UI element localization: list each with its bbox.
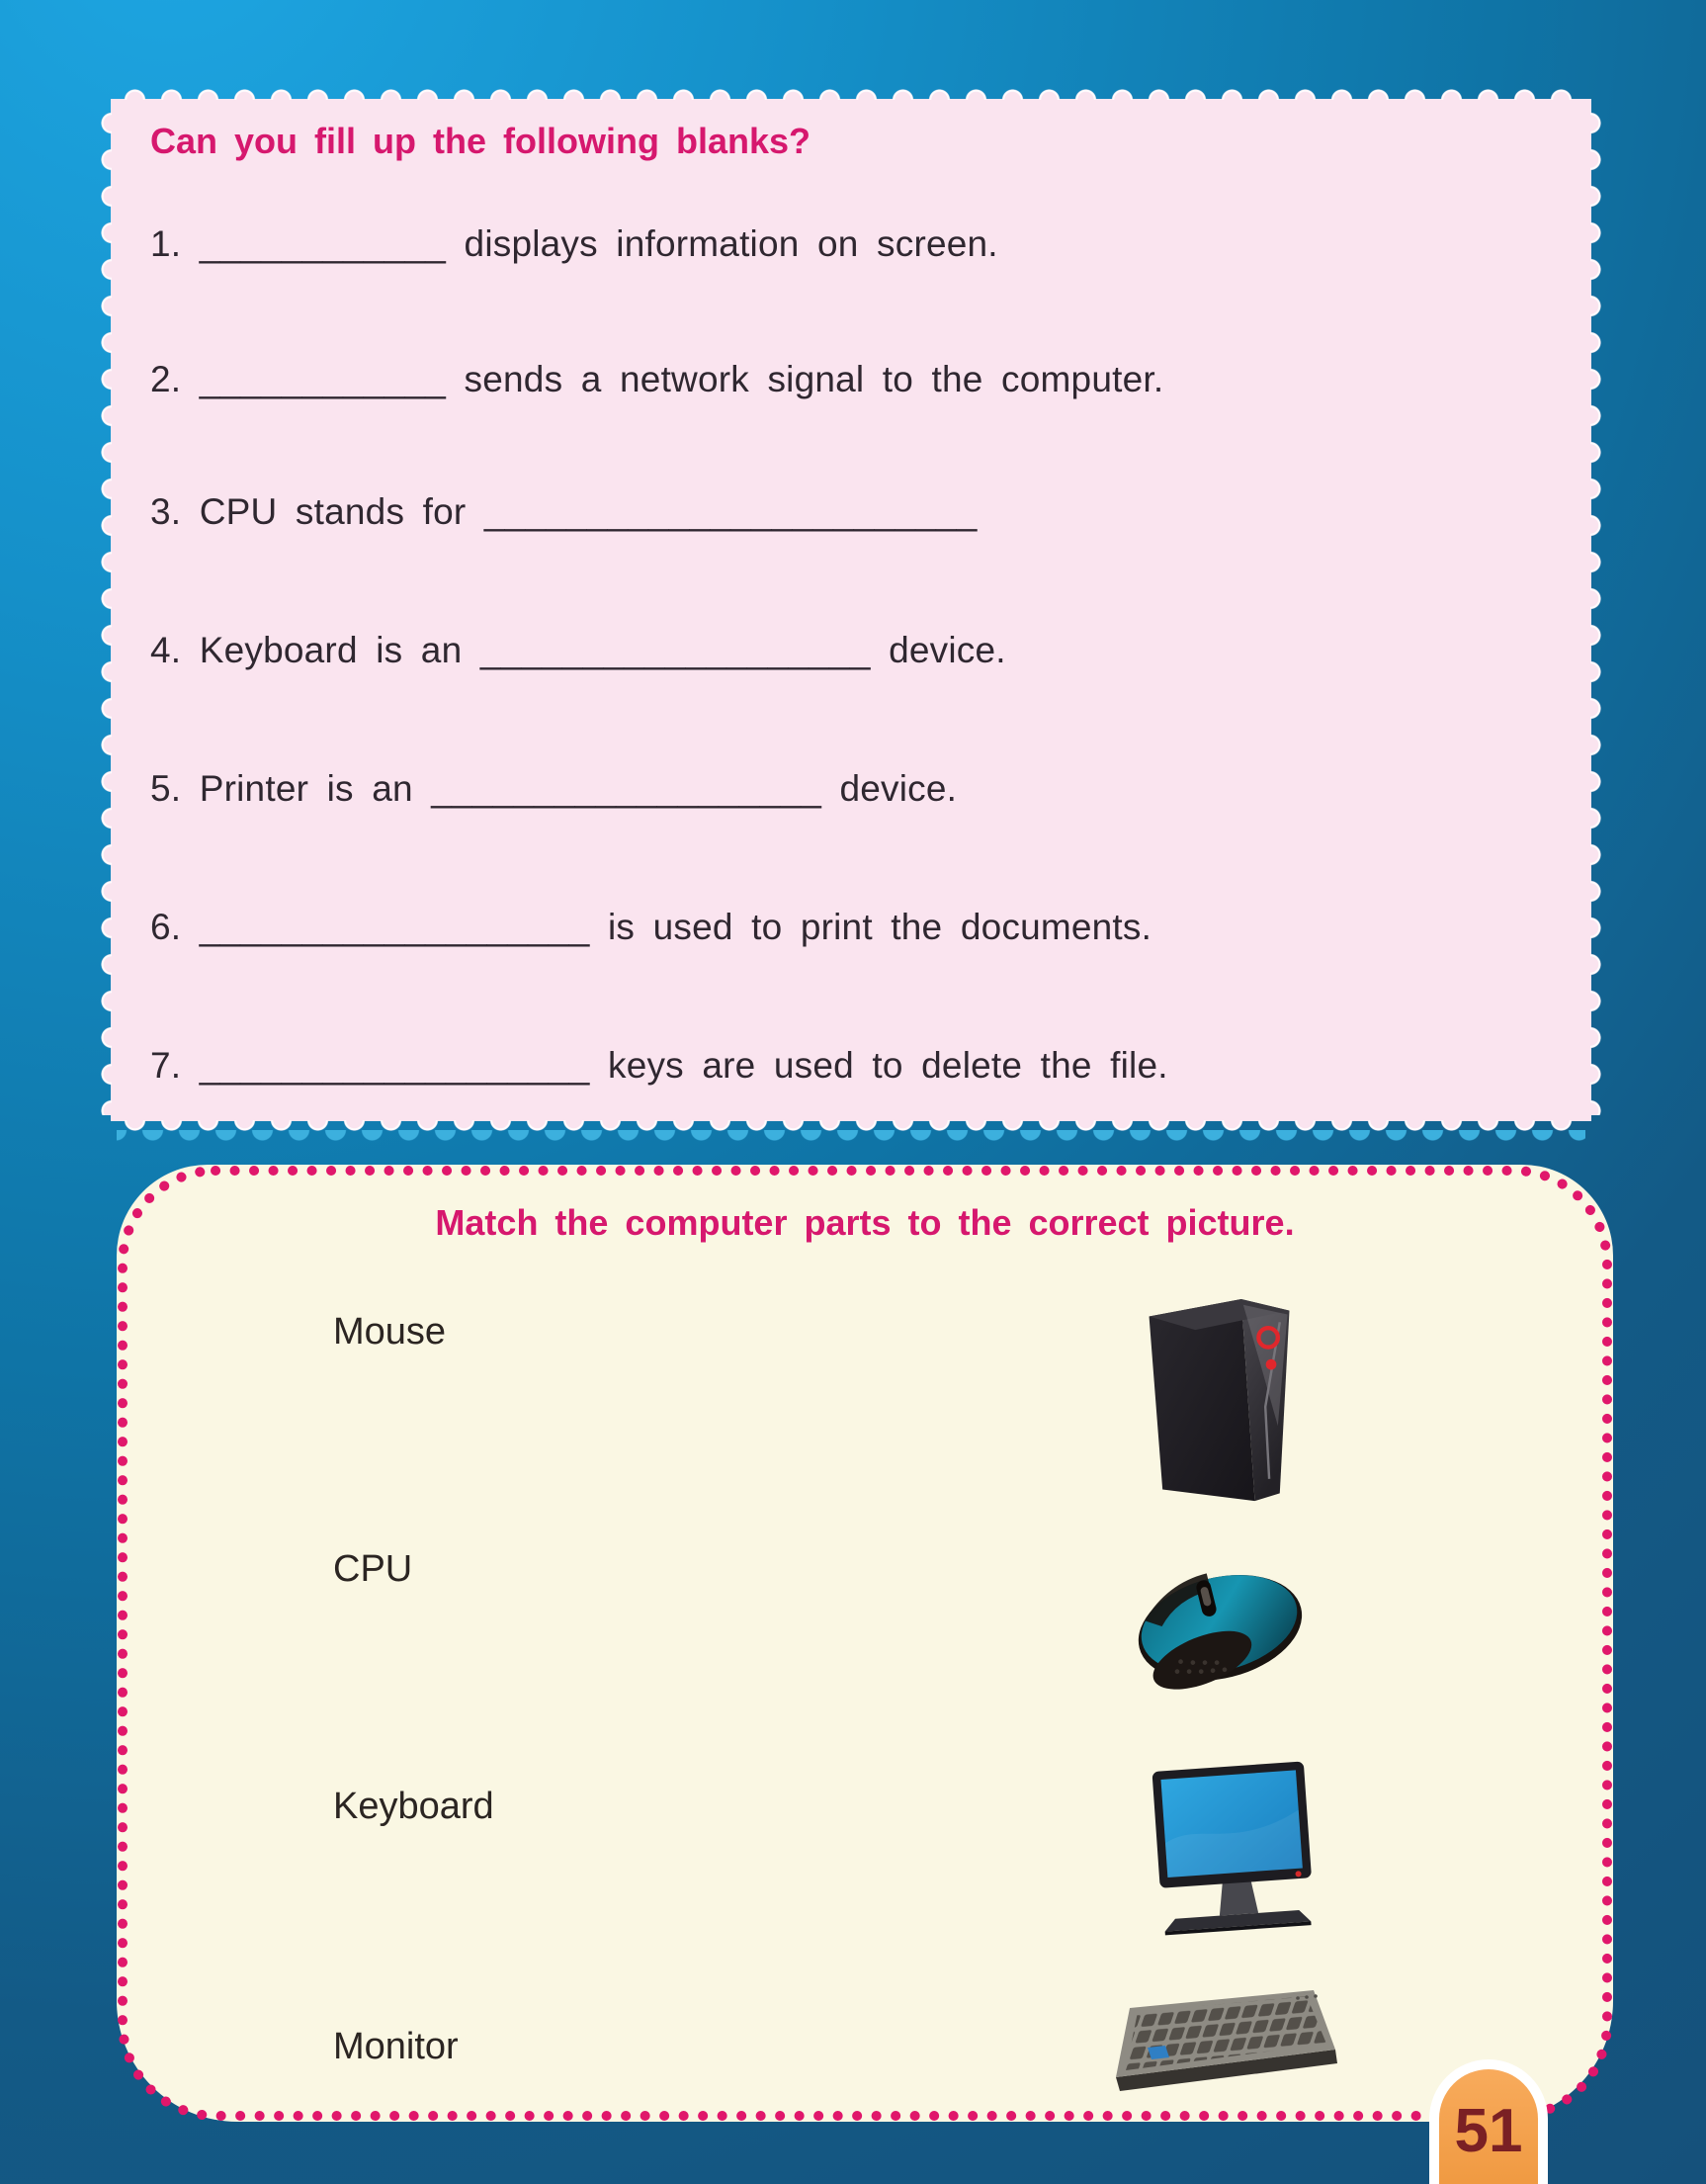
scallop-border-right	[1590, 105, 1602, 1115]
matching-title: Match the computer parts to the correct picture.	[435, 1202, 1295, 1243]
matching-panel	[117, 1165, 1613, 2122]
label-keyboard: Keyboard	[333, 1786, 494, 1827]
blue-key-icon	[1148, 2046, 1169, 2059]
cpu-tower-image	[1134, 1281, 1307, 1523]
label-monitor: Monitor	[333, 2026, 459, 2067]
question-5: 5. Printer is an ___________________ device.	[150, 768, 958, 809]
question-6: 6. ___________________ is used to print the documents.	[150, 907, 1152, 947]
fill-blanks-panel	[111, 99, 1591, 1121]
fill-blanks-title: Can you fill up the following blanks?	[150, 121, 810, 161]
question-1: 1. ____________ displays information on screen.	[150, 223, 998, 264]
cpu-led-icon	[1266, 1359, 1277, 1370]
mouse-image	[1123, 1558, 1317, 1699]
scallop-trim-cyan	[117, 1130, 1585, 1142]
scallop-border-left	[100, 105, 112, 1115]
page-number-badge	[1429, 2059, 1548, 2184]
page-number: 51	[1454, 2096, 1523, 2165]
scallop-border-top	[117, 88, 1585, 100]
question-7: 7. ___________________ keys are used to delete the file.	[150, 1045, 1168, 1086]
dotted-border	[117, 1165, 1613, 2122]
label-cpu: CPU	[333, 1548, 413, 1590]
monitor-image	[1145, 1759, 1321, 1939]
keyboard-image	[1088, 1986, 1345, 2097]
scallop-border-bottom	[117, 1120, 1585, 1132]
label-mouse: Mouse	[333, 1311, 447, 1353]
question-3: 3. CPU stands for ________________________	[150, 491, 978, 532]
question-4: 4. Keyboard is an ___________________ device.	[150, 630, 1006, 670]
question-2: 2. ____________ sends a network signal to the computer.	[150, 359, 1164, 399]
